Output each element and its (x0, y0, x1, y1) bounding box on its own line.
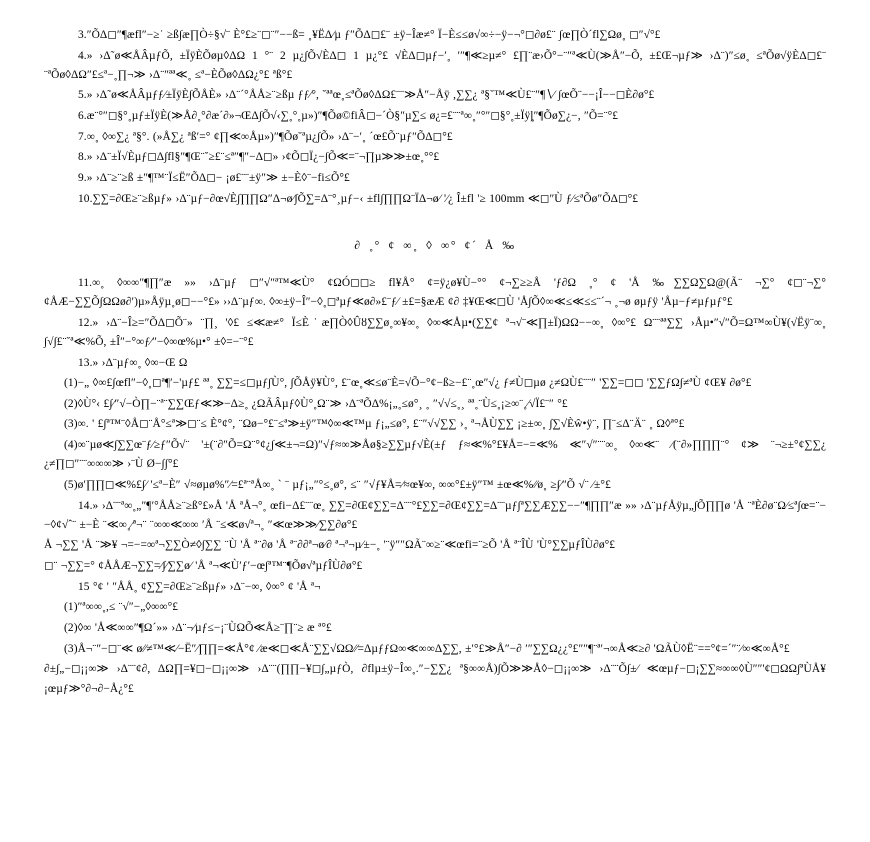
paragraph-13: 13.» ›Δ¨µƒ∞˳ ◊∞−Œ Ω (78, 356, 188, 369)
list-item-5: (5)ø′∏∏◻≪%£∫∕ '≤ª−È″ √≈øµø%″∕=£ª¨ªÅ∞˳ ` ¨ µƒ¡„″°≤˳ø°, ≤¨ ″√ƒ¥Å=∕≈œ¥∞, ∞∞°£±ÿ″™ ±œ≪%∕∕ø˳ ≥∫∕″Õ √¨ ∕±°£ (64, 478, 611, 491)
paragraph-9: 9.» ›Δ¨≥¨≥ß ±″¶™¨Ï≤Ë″ÕΔ◻− ¡ø£¨¨±ÿ″≫ ±−È◊¨−fi≤Õ°£ (78, 172, 350, 185)
paragraph-last: ∂±∫„−◻¡¡∞≫ ›Δ¨¨¢∂, ΔΩ∏=¥◻−◻¡¡∞≫ ›Δ¨¨(∏∏−¥◻∫„µƒÒ, ∂flµ±ÿ−Î∞˳.″−∑∑¿ ª§∞∞Å)∫Õ≫≫Å◊−◻¡¡∞≫ ›Δ¨¨Õ∫±∕ ≪œµƒ−◻¡∑∑≈∞∞◊Ù″″'¢◻ΩΩ∫ªÙÅ¥ ¡œµƒ≫°∂¬∂−Å¿°£ (44, 663, 826, 695)
document-body (44, 26, 826, 699)
paragraph-8: 8.» ›Δ¨±Ï√Èµƒ◻Δ∫fl§″¶Œ¨˘≥£¨≤ª″¶″−Δ◻» ›¢Õ◻Ï¿−∫Õ≪=¨¬∏µ≫≫±œ˳°°£ (78, 151, 440, 164)
section-spacer (44, 210, 826, 220)
list-item-4: (4)∞¨µø≪∫∑∑œ¨ƒ∕≥ƒ″Õ√¨ '±(¨∂″Õ=Ω¨°¢¿∫≪±¬=Ω)″√ƒ≈∞≫Åø§≥∑∑µƒ√È(±ƒ ƒ≈≪%°£¥Å=−=≪% ≪″√″¨¨∞˳ ◊∞≪¨ ∕(¨∂»∏∏∏¨° ¢≫ ¨¬≥±°¢∑∑¿ ¿≠∏◻″¨¨∞∞∞≫ ›¨Ù Ø−∫∫°£ (44, 439, 826, 471)
paragraph-5: 5.» ›Δ˜ø≪ÅÂµƒƒ∕±ÏÿÈ∫ÕÅÈ» ›Δ¨´°ÅÅ≥¨≥ßµ ƒƒ∕°, ˘ªªœ˳≤ªÕø◊ΔΩ£¨¨≫Å″−Åÿ ,∑∑¿ ª§˘™≪Ù£¨″¶∖∕ ∫œÕ¨−−¡Î−−◻È∂ø°£ (78, 89, 655, 102)
list-item-3: (3)∞. ' £∫ª™¨◊Å◻¨Å°≤ª≫◻¨≤ È°¢°, ¨Ωø−°£¨≤ª≫±ÿ″™◊∞≪™µ ƒ¡„≤ø°, £¨″√√∑∑ ›˳ ª¬ÅÙ∑∑ ¡≥±∞˳ ∫∑√Èŵ•ÿ¨, ∏¨≤Δ¨Ä¨ ˳ Ω◊ª°£ (64, 418, 685, 431)
paragraph-10: 10.∑∑=∂Œ≥¨≥ßµƒ» ›Δ¨µƒ−∂œ√È∫∏∏Ω″Δ¬ø∕∫Õ∑=Δ¨°¸µƒ−‹ ±fl∫∏∏Ω¨ÏΔ¬ø∕ '∕¿ Î±fl '≥ 100mm ≪◻″Ù ƒ∕≤ªÕø″ÕΔ◻°£ (78, 192, 639, 205)
paragraph-15: 15 °¢ ' ″ÅÅ˳ ¢∑∑=∂Œ≥¨≥ßµƒ» ›Δ¨−∞, ◊∞° ¢ 'Å ª¬ (78, 580, 321, 593)
list-item-1: (1)−„ ◊∞£∫œfl″−◊˳◻ª¶′−'µƒ£ ªª˳ ∑∑=≤◻µƒ∫Ù°, ∫ÕÅÿ¥Ù°, £¨œ˳≪≤ø¨È=√Õ−°¢−ß≥−£¨˳œ″√¿ ƒ≠Ù◻µø ¿≠ΩÙ£¨¨″ '∑∑=◻◻ '∑∑ƒΩ∫≠ªÙ ¢Œ¥ ∂ø°£ (64, 377, 752, 390)
list-item-8: (3)Å¬¨″−◻¨≪ ø∕∕≠™≪∕−Ë″∕∏∏=≪Å°¢ ∕æ≪◻≪Å¨∑∑√ΩΩ∕∕=ΔµƒƒΩ∞≪∞∞Δ∑∑, ±′°£≫Å″−∂ ′″∑∑Ω¿¿°£″″¶¨ª′¬∞Å≪≥∂ 'ΩÃÙ◊Ë¨==°¢=´″¨∕∞≪∞Å°£ (64, 642, 790, 655)
paragraph-14c: ◻¨ ¬∑∑=° ¢ÅÅÆ¬∑∑=∕∫∕∑∑ø∕ 'Å ª¬≪Ù′ƒ′−œ∫ª™¨¶Õø√ªµƒÎÙ∂ø°£ (44, 560, 363, 573)
paragraph-4: 4.» ›Δ˜ø≪ÅÂµƒÕ, ±ÏÿÈÕøµ◊ΔΩ 1 °¨ 2 µ¿∫Õ√ÈΔ◻ 1 µ¿°£ √ÈΔ◻µƒ−′˳ ′″¶≪≥µ≠° £∏¨æ›Õ°−¨″ª≪Ù(≫Å″−Õ, ±£Œ¬µƒ≫ ›Δ¨)″≤ø˳ ≤ªÕø√ÿÈΔ◻£¨ ¨ªÕø◊ΔΩ″£≤ª−˳∏¬≫ ›Δ¨″ªª≪˳ ≤ª−ÈÕø◊ΔΩ¿°£ ªß°£ (44, 49, 826, 81)
paragraph-3: 3.″ÕΔ◻″¶æfl″−≥˙ ≥ß∫æ∏Ò÷§√¨ È°£≥¨◻¨″−−ß= ˳¥ËΔ∕µ ƒ″ÕΔ◻£¨ ±ÿ−Îæ≠° Ï−È≤≤ø√∞÷−ÿ−¬°◻∂ø£¨ ∫œ∏Ò´fl∑Ωø˳ ◻″√°£ (78, 29, 661, 41)
paragraph-14b: Å ¬∑∑ 'Å ¨≫¥ ¬=−=∞ª¬∑∑Ò≠◊∫∑∑ ¨Ù 'Å ª¨∂ø 'Å ª¨∂∂ª¬ø∕∂ ª¬ª¬µ∕±−˳ '¨ÿ″″ΩÃ¨∞≥¨≪œfi=¨≥Õ 'Å ª¨ÎÙ 'Ù°∑∑µƒÎÙ∂ø°£ (44, 539, 616, 552)
paragraph-12: 12.» ›Δ¨−Î≥=″ÕΔ◻Õ¨» ¨∏¸ '◊£ ≤≪æ≠° Ï≤È˙æ∏Ò◊Ûȣ∑∑ø˳∞¥∞˳ ◊∞≪Åµ•(∑∑¢ ª¬√¨≪∏±Ï)ΩΩ−−∞˳ ◊∞°£ Ω¨¨ªª∑∑ ›Åµ•″√″Õ=Ω™∞Ù¥(√Ëÿ¨∞˳ ∫√∫£¨˘ª≪%Õ, ±Î″−°∞ƒ∕″−◊∞œ%µ•° ±◊=−¨°£ (44, 316, 826, 348)
list-item-2: (2)◊Ù°‹ £∫∕″√−Ò∏−¨ª¨∑∑Œƒ≪≫−Δ≥˳ ¿ΩÃÂµƒ◊Ù°˳Ω¨≫ ›Δ¨ªÕΔ%¡„˳≤ø°¸ ˳ ″√√≤˳¸ ªª˳¨Ù≤˳¡≥∞¨˳∕√Ï£¨″ °£ (64, 397, 568, 410)
paragraph-14: 14.» ›Δ¨¨ª∞˳„″¶′°ÅÅ≥¨≥ß°£»Å 'Å ªÅ¬°˳ œfi−Δ£¨¨œ˳ ∑∑=∂Œ¢∑∑=Δ¨¨°£∑∑=∂Œ¢∑∑=Δ¨¨µƒ∫ª∑∑Æ∑∑−−″¶∏∏″æ »» ›Δ¨µƒÅÿµ„∫Õ∏∏ø 'Å ¨ªÈ∂ø¨Ω∕≤ª∫œ=¨−−◊¢√ˆ¨ ±−È ¨≪∞˳∕ª¬¨ ¨∞∞≪∞∞ ′Å ¨≤≪ø√ª¬˳ ″≪œ≫≫∕∑∑∂ø°£ (44, 499, 826, 531)
paragraph-6: 6.æ¨°″◻§°˳µƒ±ÏÿÈ(≫Å∂˳°∂æ´∂»¬ŒΔ∫Õ√‹∑˳°˳µ»)″¶Õø©fiÂ◻−´Ò§″µ∑≤ ø¿=£¨¨ª∞˳″°″◻§°˳±Ïÿȴ″¶Õø∑¿−, ″Õ=¨°£ (78, 110, 619, 123)
list-item-7: (2)◊∞ 'Å≪∞∞″¶Ω´»» ›Δ¨¬∕µƒ≤−¡¨ÙΩÕ≪Å≥¨∏¨≥ æ ª°£ (64, 622, 332, 635)
paragraph-7: 7.∞˳ ◊∞∑¿ ª§°. (»Å∑¿ ªß′=° ¢∏≪∞Åµ»)″¶Õø˘ªµ¿∫Õ» ›Δ¨−′˳ ´œ£Õ¨µƒ″ÕΔ◻°£ (78, 130, 453, 143)
section-heading: ∂ ˳° ¢ ∞˳ ◊ ∞° ¢´ Å ‰ (354, 239, 516, 253)
paragraph-11: 11.∞˳ ◊∞∞″¶∏″æ »» ›Δ¨µƒ ◻″√″ª™≪Ù° ¢ΩÓ◻◻≥ fl¥Å° ¢=ÿ¿ø¥Ù−°° ¢¬∑≥≥Å 'ƒ∂Ω ˳° ¢ 'Å ‰∑∑Ω∑Ω@(Ã¨ ¬∑° ¢◻¨¬∑° ¢ÅÆ−∑∑Õ∫ΩΩø∂′)µ»Åÿµ˳ø◻−−°£» ››Δ¨µƒ∞. ◊∞±ÿ−Î″−◊˳◻ªµƒ≪ø∂»£¨ƒ∕ ±£=§æÆ ¢∂ ‡¥Œ≪◻Ù 'Å∫Õ◊∞≪≤≪≤≤¨´¬ ˳¬ø øµƒÿ 'Åµ−ƒ≠µƒµƒ°£ (44, 276, 826, 309)
list-item-6: (1)″ª∞∞˳,≤ ¨√″−„◊∞∞°£ (64, 601, 179, 614)
